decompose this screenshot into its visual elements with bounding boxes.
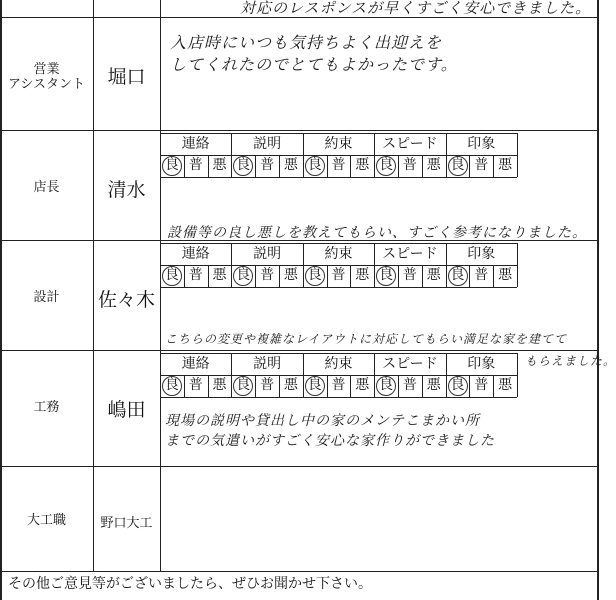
rating-option: 悪: [498, 267, 513, 283]
rating-option: 普: [260, 267, 275, 283]
rating-option: 良: [307, 377, 322, 393]
rating-option: 普: [188, 267, 203, 283]
criteria-header: スピード: [382, 356, 438, 372]
rating-option: 良: [164, 157, 179, 173]
rating-option: 良: [164, 267, 179, 283]
rating-option: 悪: [283, 267, 298, 283]
selected-rating-circle: [448, 156, 468, 176]
grid-line: [517, 243, 518, 287]
rating-option: 普: [402, 377, 417, 393]
selected-rating-circle: [162, 376, 182, 396]
rating-option: 悪: [355, 157, 370, 173]
grid-line: [160, 397, 517, 398]
rating-option: 良: [236, 157, 251, 173]
rating-option: 良: [379, 267, 394, 283]
role-label-design: 設計: [33, 290, 60, 305]
rating-option: 良: [450, 157, 465, 173]
rating-option: 普: [331, 267, 346, 283]
selected-rating-circle: [305, 376, 325, 396]
rating-option: 良: [307, 267, 322, 283]
grid-line: [160, 177, 517, 178]
role-line: アシスタント: [7, 77, 86, 92]
rating-option: 良: [379, 157, 394, 173]
criteria-header: スピード: [382, 136, 438, 152]
footer-note: その他ご意見等がございましたら、ぜひお聞かせ下さい。: [8, 576, 372, 592]
criteria-header: 説明: [253, 356, 282, 372]
grid-line: [517, 353, 518, 397]
role-label-sales-assistant: [0, 62, 93, 92]
role-label-construction: 工務: [33, 400, 60, 415]
rating-option: 悪: [426, 157, 441, 173]
criteria-header: 連絡: [181, 136, 210, 152]
selected-rating-circle: [448, 266, 468, 286]
criteria-header: 連絡: [181, 246, 210, 262]
rating-option: 良: [379, 377, 394, 393]
rating-option: 悪: [283, 377, 298, 393]
criteria-header: 説明: [253, 136, 282, 152]
grid-line: [517, 133, 518, 177]
selected-rating-circle: [233, 376, 253, 396]
rating-option: 悪: [283, 157, 298, 173]
rating-option: 普: [402, 267, 417, 283]
comment-line: 入店時にいつも気持ちよく出迎えを: [170, 33, 443, 52]
rating-option: 普: [474, 267, 489, 283]
comment-line: 現場の説明や貸出し中の家のメンテこまかい所: [165, 413, 480, 429]
rating-option: 悪: [355, 377, 370, 393]
rating-option: 悪: [212, 377, 227, 393]
row-divider-4: [0, 350, 599, 351]
selected-rating-circle: [162, 266, 182, 286]
rating-option: 良: [164, 377, 179, 393]
comment-line: してくれたのでとてもよかったです。: [170, 55, 458, 74]
rating-option: 普: [188, 157, 203, 173]
selected-rating-circle: [305, 156, 325, 176]
staff-name: 佐々木: [97, 289, 155, 311]
row-divider-6: [0, 571, 599, 572]
staff-name: 堀口: [107, 66, 146, 88]
criteria-header: 約束: [324, 246, 353, 262]
frame-right: [597, 0, 599, 600]
row-divider-2: [0, 130, 599, 131]
selected-rating-circle: [376, 266, 396, 286]
rating-option: 普: [260, 157, 275, 173]
rating-option: 悪: [212, 267, 227, 283]
criteria-header: 連絡: [181, 356, 210, 372]
rating-option: 良: [307, 157, 322, 173]
rating-option: 良: [450, 267, 465, 283]
rating-option: 普: [402, 157, 417, 173]
rating-option: 普: [260, 377, 275, 393]
comment-line: こちらの変更や複雑なレイアウトに対応してもらい満足な家を建てて: [165, 332, 568, 346]
rating-option: 悪: [212, 157, 227, 173]
staff-name: 嶋田: [107, 399, 146, 421]
rating-option: 普: [474, 377, 489, 393]
criteria-header: 約束: [324, 356, 353, 372]
role-label-carpenter: 大工職: [26, 513, 66, 528]
selected-rating-circle: [376, 156, 396, 176]
row-divider-5: [0, 466, 599, 467]
criteria-header: 印象: [467, 356, 496, 372]
selected-rating-circle: [376, 376, 396, 396]
selected-rating-circle: [233, 266, 253, 286]
role-line: 営業: [33, 62, 60, 77]
grid-line: [160, 287, 517, 288]
comment-line: 対応のレスポンスが早くすごく安心できました。: [240, 0, 592, 17]
criteria-header: 印象: [467, 136, 496, 152]
selected-rating-circle: [448, 376, 468, 396]
staff-name: 清水: [107, 179, 146, 201]
criteria-header: 約束: [324, 136, 353, 152]
rating-option: 悪: [355, 267, 370, 283]
rating-option: 良: [236, 267, 251, 283]
criteria-header: スピード: [382, 246, 438, 262]
rating-option: 良: [236, 377, 251, 393]
selected-rating-circle: [233, 156, 253, 176]
role-label-store-manager: 店長: [33, 180, 60, 195]
criteria-header: 説明: [253, 246, 282, 262]
rating-option: 良: [450, 377, 465, 393]
rating-option: 悪: [498, 157, 513, 173]
rating-option: 普: [331, 377, 346, 393]
rating-option: 悪: [498, 377, 513, 393]
selected-rating-circle: [162, 156, 182, 176]
comment-line: もらえました。: [525, 354, 616, 368]
rating-option: 普: [188, 377, 203, 393]
comment-line: 設備等の良し悪しを教えてもらい、すごく参考になりました。: [167, 225, 587, 241]
selected-rating-circle: [305, 266, 325, 286]
rating-option: 普: [331, 157, 346, 173]
criteria-header: 印象: [467, 246, 496, 262]
rating-option: 悪: [426, 377, 441, 393]
staff-name: 野口大工: [100, 516, 153, 531]
rating-option: 普: [474, 157, 489, 173]
comment-line: までの気遣いがすごく安心な家作りができました: [165, 433, 495, 449]
rating-option: 悪: [426, 267, 441, 283]
